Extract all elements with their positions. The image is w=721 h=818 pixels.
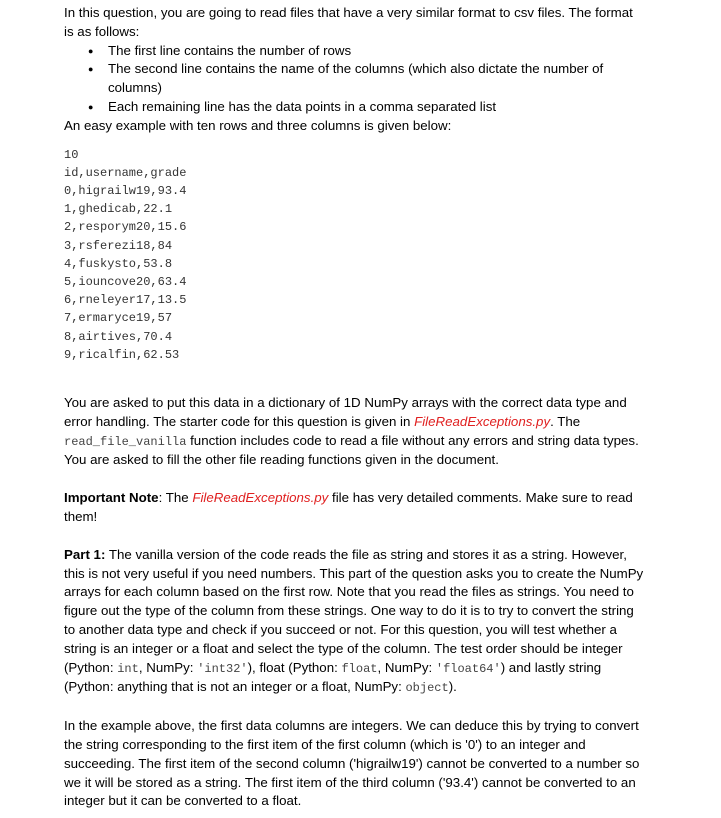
intro-paragraph: In this question, you are going to read files that have a very similar format to csv files. The format is as follows: [64, 5, 633, 39]
document-page [64, 4, 644, 811]
note-label: Important Note [64, 490, 159, 506]
part1-paragraph: Part 1: The vanilla version of the code reads the file as string and stores it as a string. However, this is not very useful if you need numbers. This part of the question asks you to create the NumPy arrays for each column based on the first row. Note that you read the files as strings. You need to figure out the type of the column from these strings. One way to do it is to try to convert the string to another data type and check if you succeed or not. For this question, you will test whether a string is an integer or a float and select the type of the column. The test order should be integer (Python: int, NumPy: 'int32'), float (Python: float, NumPy: 'float64') and lastly string (Python: anything that is not an integer or a float, NumPy: object). [64, 546, 644, 696]
inline-code: 'int32' [197, 661, 248, 676]
part1-label: Part 1: [64, 546, 106, 562]
note-file-name: FileReadExceptions.py [192, 490, 329, 506]
code-line: 4,fuskysto,53.8 [64, 256, 173, 271]
inline-code: float [341, 661, 378, 676]
important-note-paragraph: Important Note: The FileReadExceptions.py file has very detailed comments. Make sure to read them! [64, 490, 633, 524]
code-line: 2,resporym20,15.6 [64, 220, 187, 235]
code-line: 7,ermaryce19,57 [64, 311, 173, 326]
bullet-item: ● The first line contains the number of rows [64, 42, 644, 61]
inline-code: object [405, 681, 449, 696]
inline-code: 'float64' [435, 661, 501, 676]
starter-code-paragraph: You are asked to put this data in a dictionary of 1D NumPy arrays with the correct data type and error handling. The starter code for this question is given in FileReadExceptions.py. The read_file_vanilla function includes code to read a file without any errors and string data types. You are asked to fill the other file reading functions given in the document. [64, 395, 639, 468]
code-line: 9,ricalfin,62.53 [64, 347, 180, 362]
code-line: 0,higrailw19,93.4 [64, 183, 187, 198]
example-intro: An easy example with ten rows and three columns is given below: [64, 117, 452, 133]
example-explanation-paragraph: In the example above, the first data columns are integers. We can deduce this by trying to convert the string corresponding to the first item of the first column (which is '0') to an integer and succeeding. The first item of the second column ('higrailw19') cannot be converted to a number so we it will be stored as a string. The first item of the third column ('93.4') cannot be converted to an integer but it can be converted to a float. [64, 718, 640, 809]
format-bullet-list [64, 42, 644, 117]
bullet-item: ● The second line contains the name of the columns (which also dictate the number of columns) [64, 60, 644, 98]
function-name: read_file_vanilla [64, 434, 187, 449]
inline-code: int [117, 661, 139, 676]
starter-file-name: FileReadExceptions.py [414, 413, 551, 429]
bullet-item: ● Each remaining line has the data points in a comma separated list [64, 98, 644, 117]
code-line: 6,rneleyer17,13.5 [64, 293, 187, 308]
code-line: 3,rsferezi18,84 [64, 238, 173, 253]
code-line: 10 [64, 147, 79, 162]
code-line: 8,airtives,70.4 [64, 329, 173, 344]
code-line: 1,ghedicab,22.1 [64, 202, 173, 217]
code-line: 5,iouncove20,63.4 [64, 275, 187, 289]
csv-example-code-block [64, 146, 644, 364]
code-line: id,username,grade [64, 165, 187, 180]
